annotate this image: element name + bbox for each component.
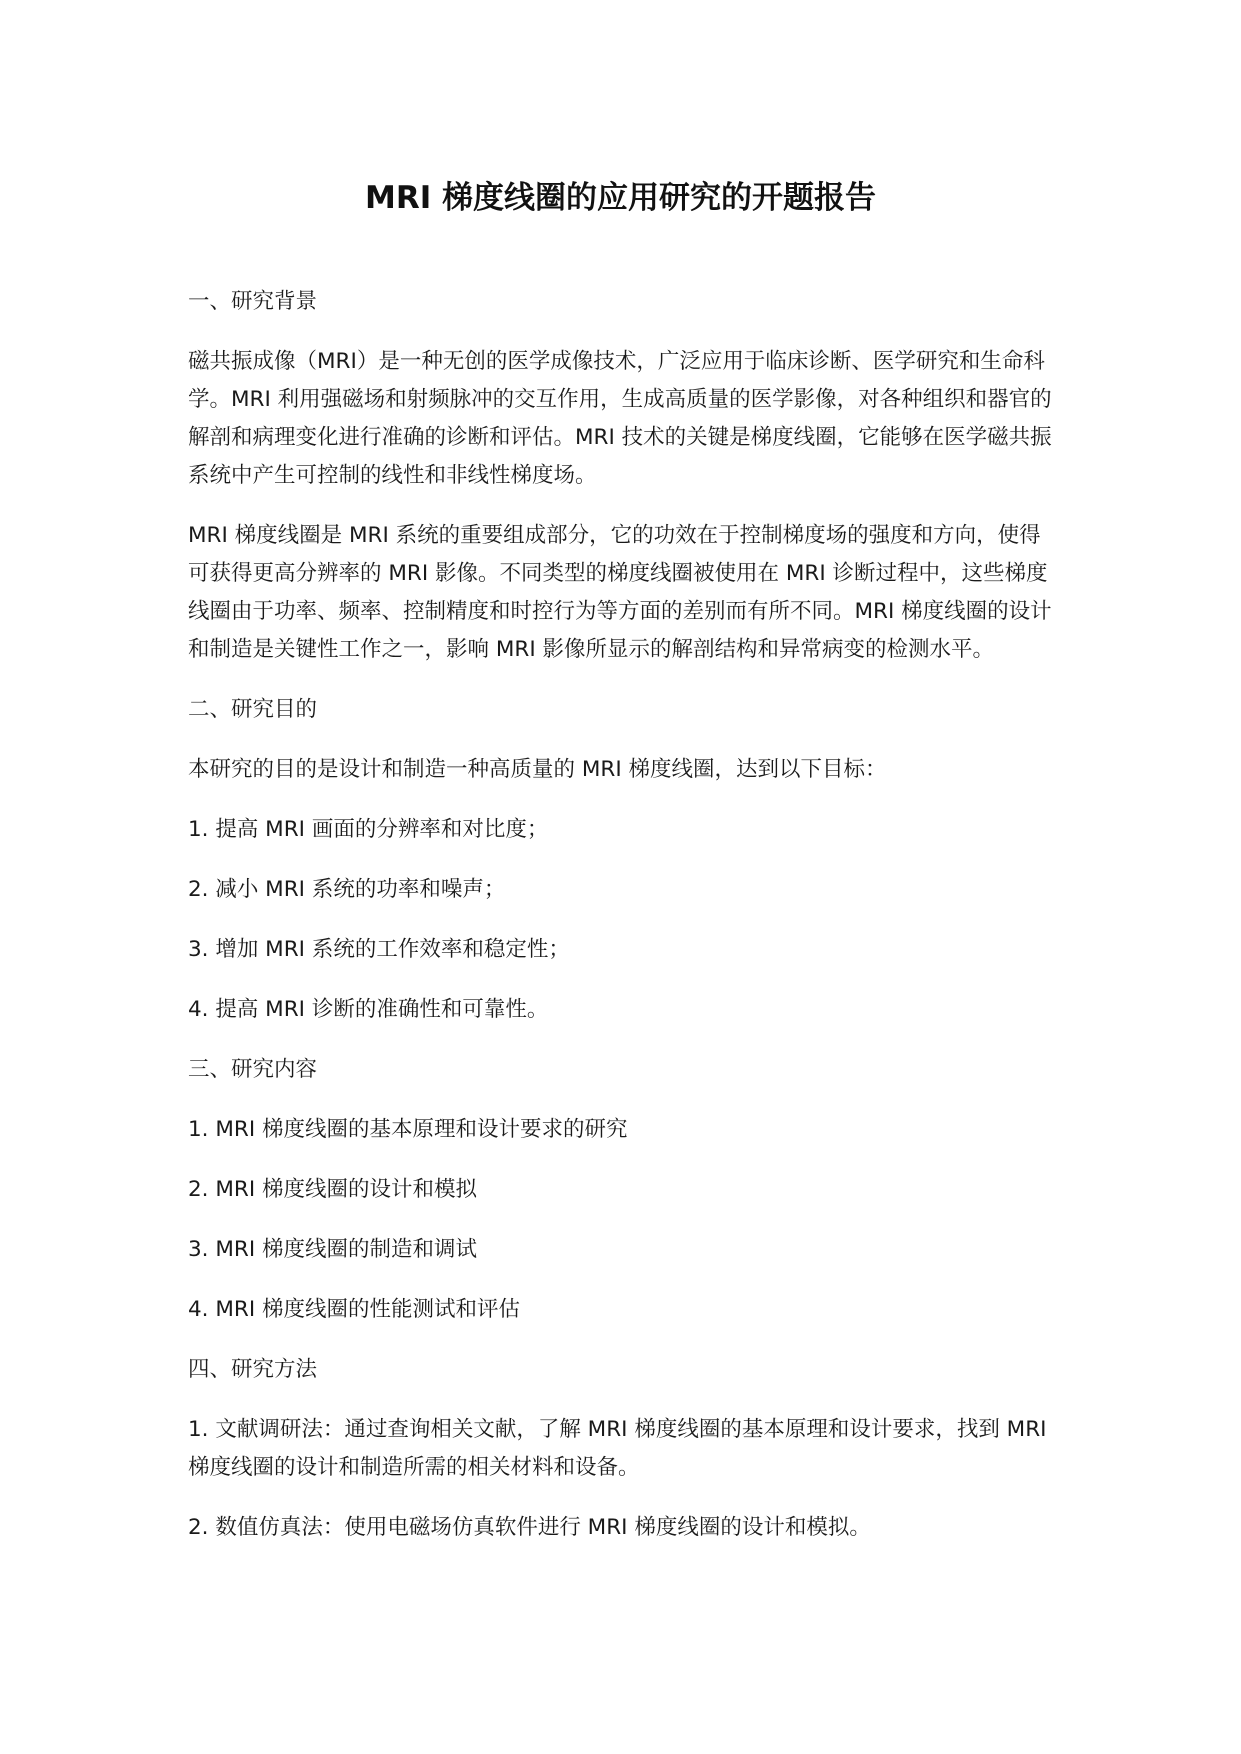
section-heading-background: 一、研究背景 (188, 289, 318, 314)
section-heading-methods: 四、研究方法 (188, 1357, 318, 1382)
section-heading-purpose: 二、研究目的 (188, 697, 318, 722)
purpose-item: 1. 提高 MRI 画面的分辨率和对比度； (188, 817, 549, 842)
purpose-item: 2. 减小 MRI 系统的功率和噪声； (188, 877, 506, 902)
document-body (188, 283, 1054, 1569)
document-title: MRI 梯度线圈的应用研究的开题报告 (364, 180, 877, 216)
background-paragraph-2: MRI 梯度线圈是 MRI 系统的重要组成部分，它的功效在于控制梯度场的强度和方向，使得可获得更高分辨率的 MRI 影像。不同类型的梯度线圈被使用在 MRI 诊断过程中，这些梯度线圈由于功率、频率、控制精度和时控行为等方面的差别而有所不同。MRI 梯度线圈的设计和制造是关键性工作之一，影响 MRI 影像所显示的解剖结构和异常病变的检测水平。 (188, 523, 1052, 662)
purpose-item: 4. 提高 MRI 诊断的准确性和可靠性。 (188, 997, 549, 1022)
content-item: 2. MRI 梯度线圈的设计和模拟 (188, 1177, 478, 1202)
purpose-item: 3. 增加 MRI 系统的工作效率和稳定性； (188, 937, 570, 962)
content-item: 3. MRI 梯度线圈的制造和调试 (188, 1237, 478, 1262)
purpose-intro: 本研究的目的是设计和制造一种高质量的 MRI 梯度线圈，达到以下目标： (188, 757, 887, 782)
section-heading-content: 三、研究内容 (188, 1057, 318, 1082)
content-item: 4. MRI 梯度线圈的性能测试和评估 (188, 1297, 521, 1322)
content-item: 1. MRI 梯度线圈的基本原理和设计要求的研究 (188, 1117, 628, 1142)
methods-item: 1. 文献调研法：通过查询相关文献，了解 MRI 梯度线圈的基本原理和设计要求，找到 MRI 梯度线圈的设计和制造所需的相关材料和设备。 (188, 1417, 1047, 1480)
methods-item: 2. 数值仿真法：使用电磁场仿真软件进行 MRI 梯度线圈的设计和模拟。 (188, 1515, 871, 1540)
background-paragraph-1: 磁共振成像（MRI）是一种无创的医学成像技术，广泛应用于临床诊断、医学研究和生命科学。MRI 利用强磁场和射频脉冲的交互作用，生成高质量的医学影像，对各种组织和器官的解剖和病理变化进行准确的诊断和评估。MRI 技术的关键是梯度线圈，它能够在医学磁共振系统中产生可控制的线性和非线性梯度场。 (188, 349, 1052, 488)
